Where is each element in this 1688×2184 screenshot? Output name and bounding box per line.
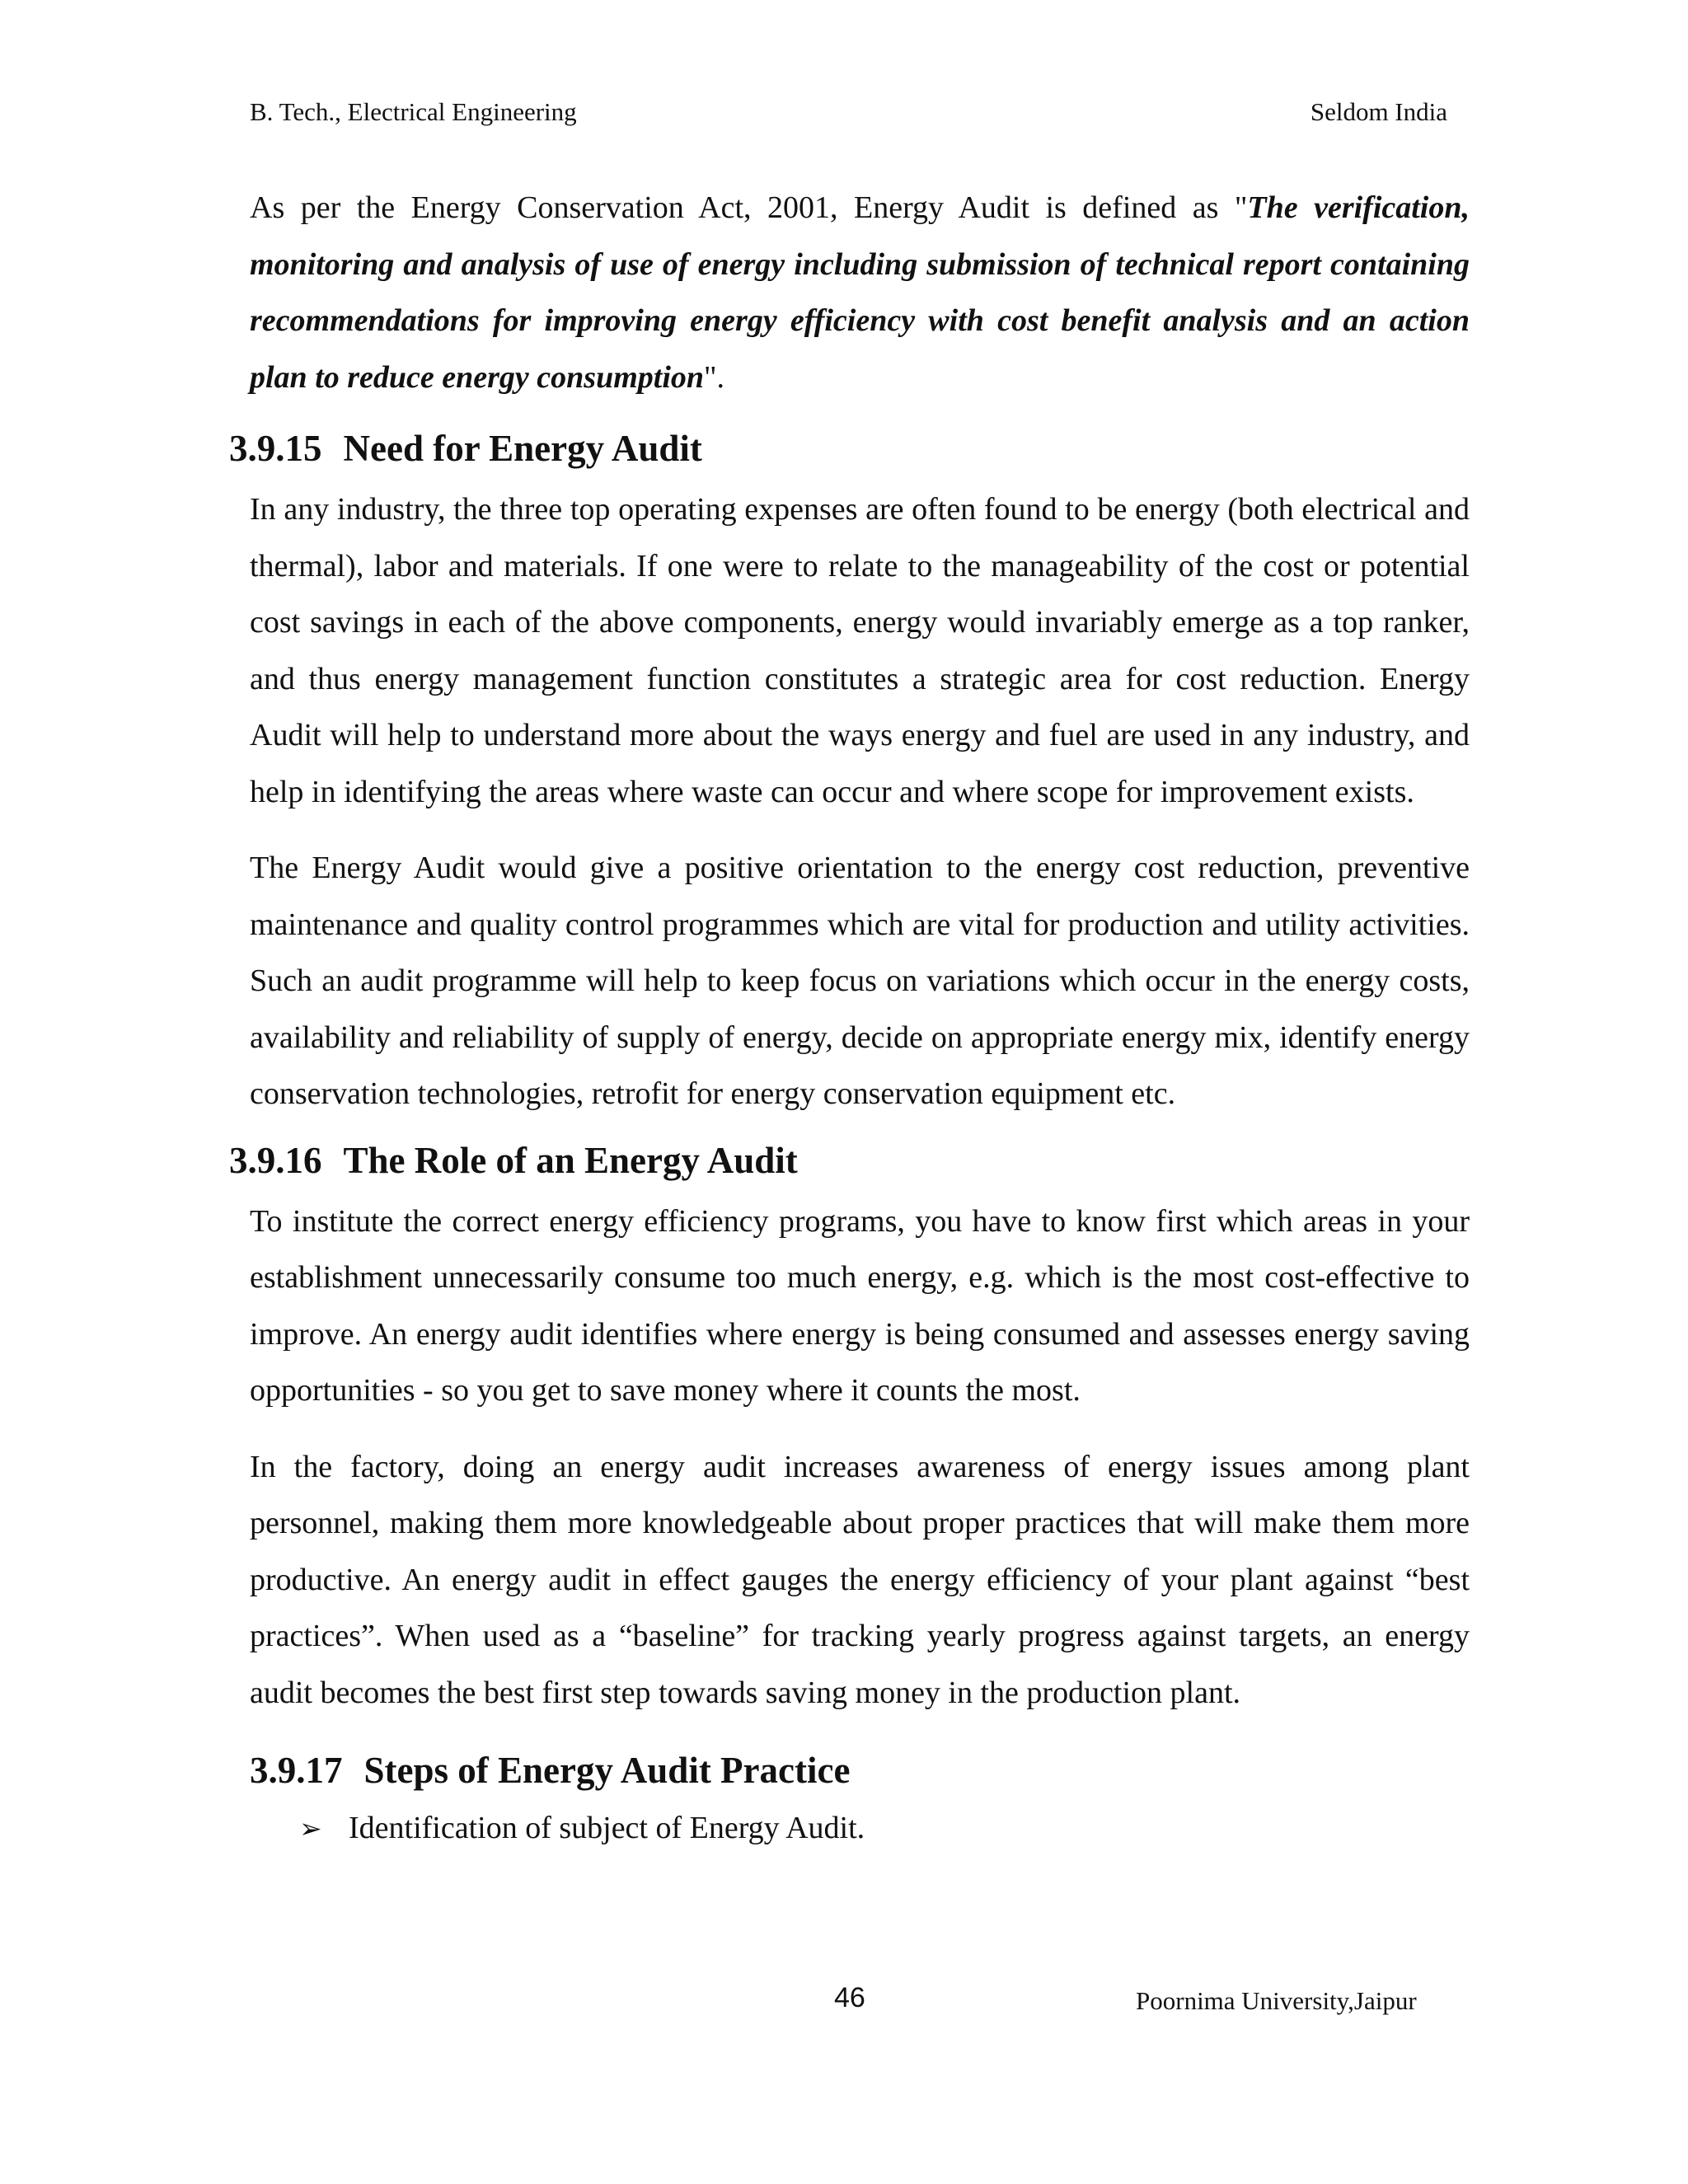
section-number: 3.9.16	[229, 1139, 322, 1181]
intro-tail: ".	[704, 359, 725, 395]
paragraph: In any industry, the three top operating expenses are often found to be energy (both electrical and thermal), labor and materials. If one were to relate to the manageability of the cost or potential cost savings in each of the above components, energy would invariably emerge as a top ranker, and thus energy management function constitutes a strategic area for cost reduction. Energy Audit will help to understand more about the ways energy and fuel are used in any industry, and help in identifying the areas where waste can occur and where scope for improvement exists.	[250, 492, 1470, 809]
audit-definition: The verification, monitoring and analysis of use of energy including submission of technical report containing recommendations for improving energy efficiency with cost benefit analysis and an action plan to reduce energy consumption	[250, 190, 1470, 395]
paragraph: The Energy Audit would give a positive orientation to the energy cost reduction, preventive maintenance and quality control programmes which are vital for production and utility activities. Such an audit programme will help to keep focus on variations which occur in the energy costs, availability and reliability of supply of energy, decide on appropriate energy mix, identify energy conservation technologies, retrofit for energy conservation equipment etc.	[250, 851, 1470, 1111]
page-number: 46	[834, 1982, 865, 2013]
arrow-bullet-icon: ➢	[299, 1812, 322, 1844]
section-heading-role	[229, 1136, 1470, 1185]
header-course: B. Tech., Electrical Engineering	[250, 97, 577, 126]
intro-lead: As per the Energy Conservation Act, 2001, Energy Audit is defined as "	[250, 190, 1248, 225]
section-number: 3.9.15	[229, 428, 322, 469]
footer-university: Poornima University,Jaipur	[1136, 1986, 1417, 2015]
section-heading-need	[229, 424, 1470, 473]
section-title: The Role of an Energy Audit	[343, 1139, 798, 1181]
intro-paragraph	[250, 180, 1470, 405]
paragraph: In the factory, doing an energy audit increases awareness of energy issues among plant personnel, making them more knowledgeable about proper practices that will make them more productive. An energy audit in effect gauges the energy efficiency of your plant against “best practices”. When used as a “baseline” for tracking yearly progress against targets, an energy audit becomes the best first step towards saving money in the production plant.	[250, 1449, 1470, 1710]
page-content	[229, 180, 1470, 1852]
section-title: Steps of Energy Audit Practice	[363, 1750, 851, 1791]
paragraph: To institute the correct energy efficiency programs, you have to know first which areas in your establishment unnecessarily consume too much energy, e.g. which is the most cost-effective to improve. An energy audit identifies where energy is being consumed and assesses energy saving opportunities - so you get to save money where it counts the most.	[250, 1203, 1470, 1408]
section-number: 3.9.17	[250, 1750, 343, 1791]
section-title: Need for Energy Audit	[343, 428, 702, 469]
list-item	[299, 1805, 1470, 1852]
list-item-text: Identification of subject of Energy Audit.	[349, 1811, 865, 1845]
section-heading-steps	[250, 1746, 1470, 1795]
header-publisher: Seldom India	[1310, 97, 1447, 126]
page-header	[250, 97, 1447, 127]
